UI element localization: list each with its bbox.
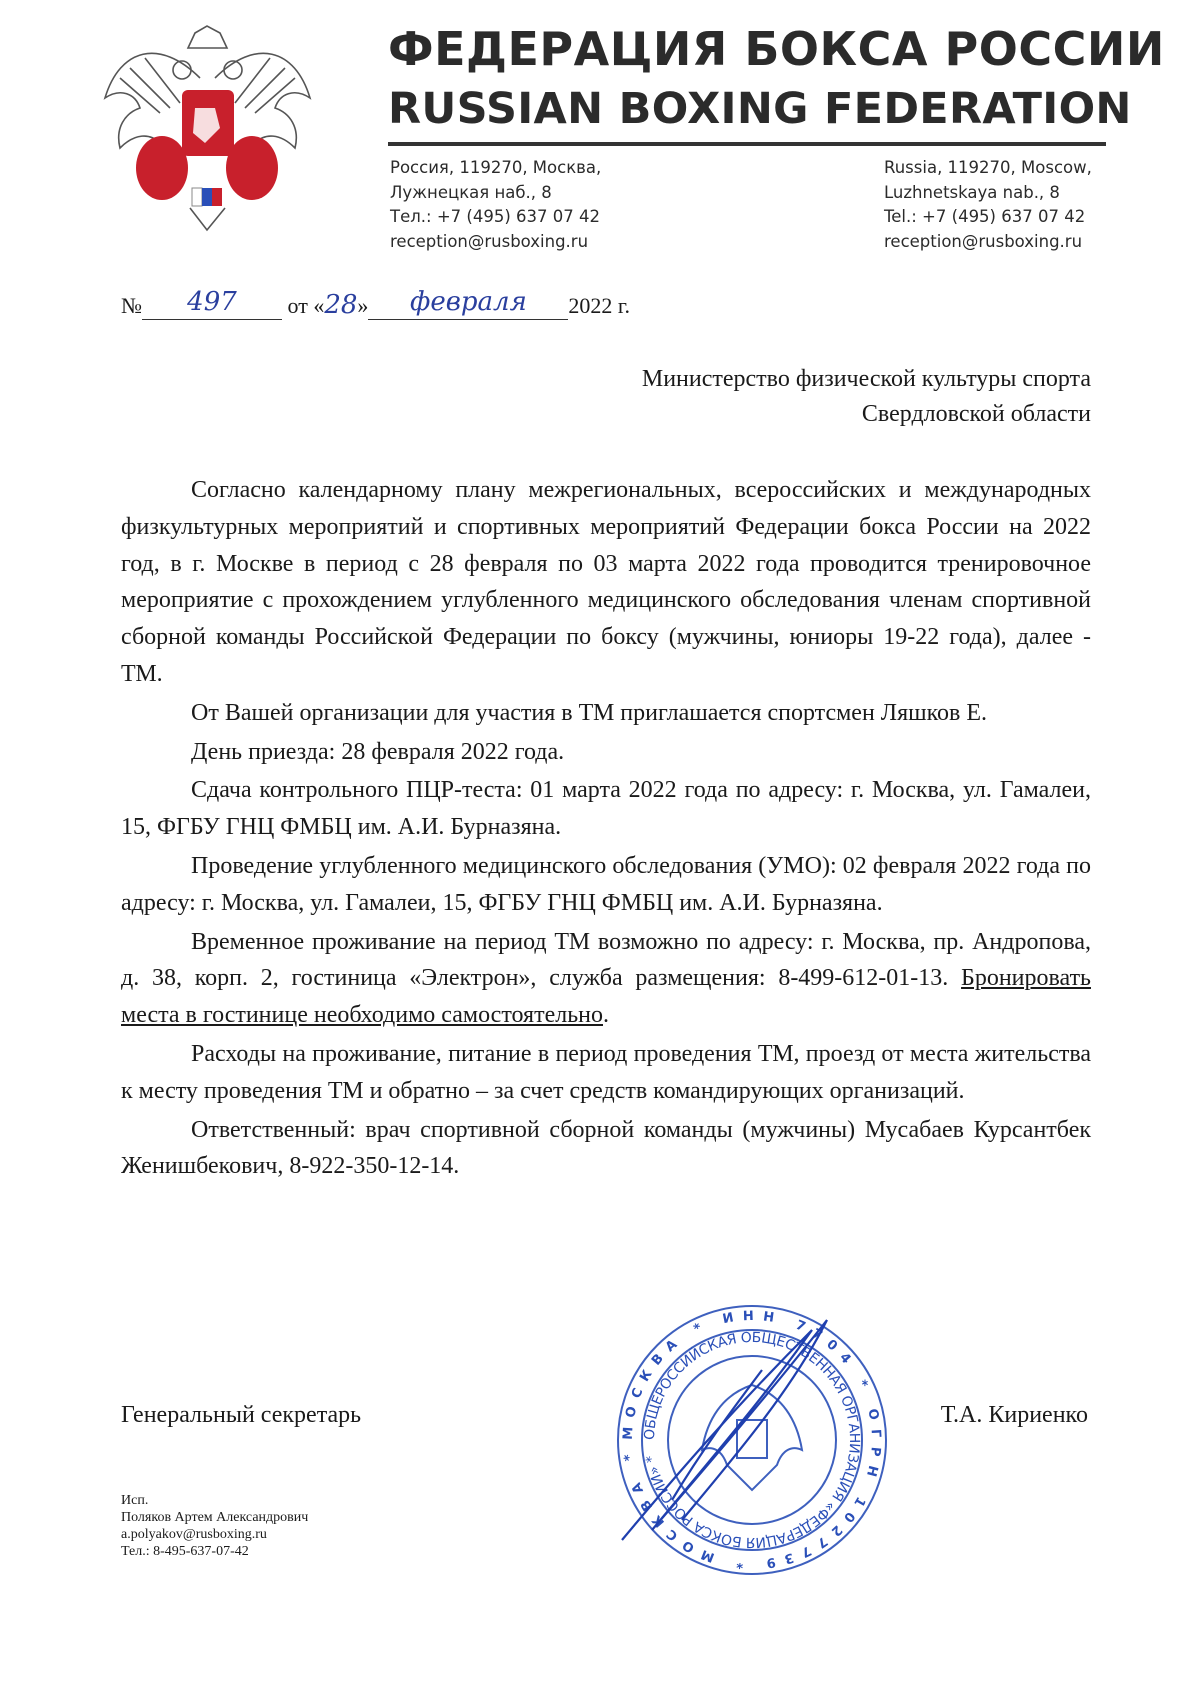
federation-logo-eagle	[100, 18, 315, 233]
letterhead-title-en: RUSSIAN BOXING FEDERATION	[388, 84, 1132, 134]
executor-label: Исп.	[121, 1493, 149, 1508]
address-ru	[390, 156, 601, 254]
address-line: Лужнецкая наб., 8	[390, 182, 552, 202]
date-year: 2022 г.	[568, 293, 630, 318]
number-label: №	[121, 293, 142, 318]
executor-email: a.polyakov@rusboxing.ru	[121, 1527, 267, 1542]
executor-info	[121, 1492, 308, 1560]
letter-body	[121, 472, 1091, 1187]
address-line: reception@rusboxing.ru	[884, 231, 1083, 251]
signatory-name: Т.А. Кириенко	[940, 1402, 1088, 1428]
signatory-title: Генеральный секретарь	[121, 1402, 362, 1428]
addressee-line: Свердловской области	[861, 401, 1091, 427]
address-line: Luzhnetskaya nab., 8	[884, 182, 1060, 202]
address-line: reception@rusboxing.ru	[390, 231, 589, 251]
letterhead-title-ru: ФЕДЕРАЦИЯ БОКСА РОССИИ	[388, 22, 1165, 76]
executor-phone: Тел.: 8-495-637-07-42	[121, 1544, 249, 1559]
paragraph: Сдача контрольного ПЦР-теста: 01 марта 2022 года по адресу: г. Москва, ул. Гамалеи, 15, ФГБУ ГНЦ ФМБЦ им. А.И. Бурназяна.	[121, 777, 1091, 841]
letterhead-divider	[388, 142, 1106, 146]
stamp-inner-text: ОБЩЕРОССИЙСКАЯ ОБЩЕСТВЕННАЯ ОРГАНИЗАЦИЯ «ФЕДЕРАЦИЯ БОКСА РОССИИ» *	[641, 1329, 863, 1551]
paragraph-text: Временное проживание на период ТМ возможно по адресу: г. Москва, пр. Андропова, д. 38, корп. 2, гостиница «Электрон», служба размещения: 8-499-612-01-13.	[121, 928, 1091, 992]
date-from-label: от «	[287, 293, 325, 318]
date-day-close: »	[357, 293, 369, 318]
address-line: Tel.: +7 (495) 637 07 42	[884, 207, 1086, 226]
addressee-line: Министерство физической культуры спорта	[641, 366, 1091, 392]
paragraph: Ответственный: врач спортивной сборной команды (мужчины) Мусабаев Курсантбек Женишбекович, 8-922-350-12-14.	[121, 1116, 1091, 1180]
stamp-outer-text: МОСКВА * ИНН 7704 * ОГРН 1027739 * МОСКВА *	[620, 1308, 884, 1572]
address-line: Russia, 119270, Moscow,	[884, 158, 1092, 177]
executor-name: Поляков Артем Александрович	[121, 1510, 309, 1525]
paragraph: День приезда: 28 февраля 2022 года.	[191, 738, 565, 765]
underlined-notice: Бронировать места в гостинице необходимо самостоятельно	[121, 965, 1091, 1029]
paragraph: От Вашей организации для участия в ТМ приглашается спортсмен Ляшков Е.	[191, 699, 988, 726]
paragraph	[121, 924, 1091, 1034]
paragraph: Проведение углубленного медицинского обследования (УМО): 02 февраля 2022 года по адресу: г. Москва, ул. Гамалеи, 15, ФГБУ ГНЦ ФМБЦ им. А.И. Бурназяна.	[121, 852, 1091, 916]
address-line: Тел.: +7 (495) 637 07 42	[390, 207, 600, 226]
date-day: 28	[324, 290, 358, 320]
paragraph: Расходы на проживание, питание в период проведения ТМ, проезд от места жительства к месту проведения ТМ и обратно – за счет средств командирующих организаций.	[121, 1040, 1091, 1104]
address-en	[884, 156, 1092, 254]
official-stamp-with-signature	[612, 1300, 892, 1580]
reference-line	[121, 287, 630, 320]
addressee	[642, 362, 1091, 432]
letter-number: 497	[187, 287, 237, 317]
paragraph: Согласно календарному плану межрегиональных, всероссийских и международных физкультурных мероприятий и спортивных мероприятий Федерации бокса России на 2022 год, в г. Москве в период с 28 февраля по 03 марта 2022 года проводится тренировочное мероприятие с прохождением углубленного медицинского обследования членам спортивной сборной команды Российской Федерации по боксу (мужчины, юниоры 19-22 года), далее - ТМ.	[121, 477, 1091, 687]
paragraph-end: .	[603, 1002, 609, 1029]
address-line: Россия, 119270, Москва,	[390, 158, 602, 177]
date-month: февраля	[410, 287, 527, 317]
